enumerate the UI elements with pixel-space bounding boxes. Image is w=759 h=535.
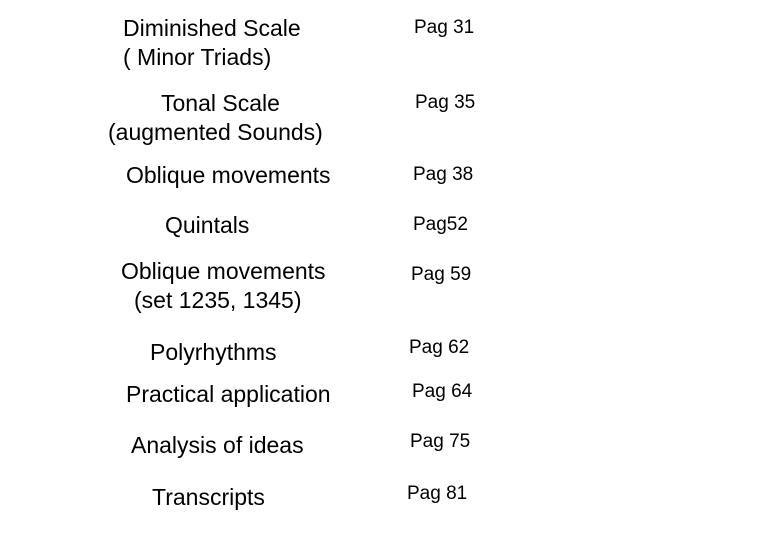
toc-entry-subtitle: (set 1235, 1345) [134,287,302,313]
toc-entry-title: Practical application [126,381,331,407]
toc-entry-page: Pag 35 [415,92,476,113]
toc-entry-page: Pag 31 [414,17,475,38]
toc-entry-page: Pag 81 [407,483,468,504]
toc-entry-subtitle: ( Minor Triads) [123,44,272,70]
toc-entry-title: Quintals [165,212,250,238]
toc-entry-page: Pag 64 [412,381,473,402]
toc-entry-title: Analysis of ideas [131,432,304,458]
toc-entry-title: Oblique movements [126,162,331,188]
toc-entry-page: Pag 38 [413,164,474,185]
toc-entry-page: Pag 75 [410,431,471,452]
toc-entry-page: Pag52 [413,214,468,235]
toc-entry-title: Tonal Scale [161,90,280,116]
toc-entry-title: Diminished Scale [123,15,301,41]
toc-entry-subtitle: (augmented Sounds) [108,119,323,145]
toc-entry-page: Pag 62 [409,337,470,358]
toc-entry-title: Polyrhythms [150,339,277,365]
toc-entry-title: Transcripts [152,484,265,510]
toc-entry-page: Pag 59 [411,264,472,285]
toc-entry-title: Oblique movements [121,258,326,284]
